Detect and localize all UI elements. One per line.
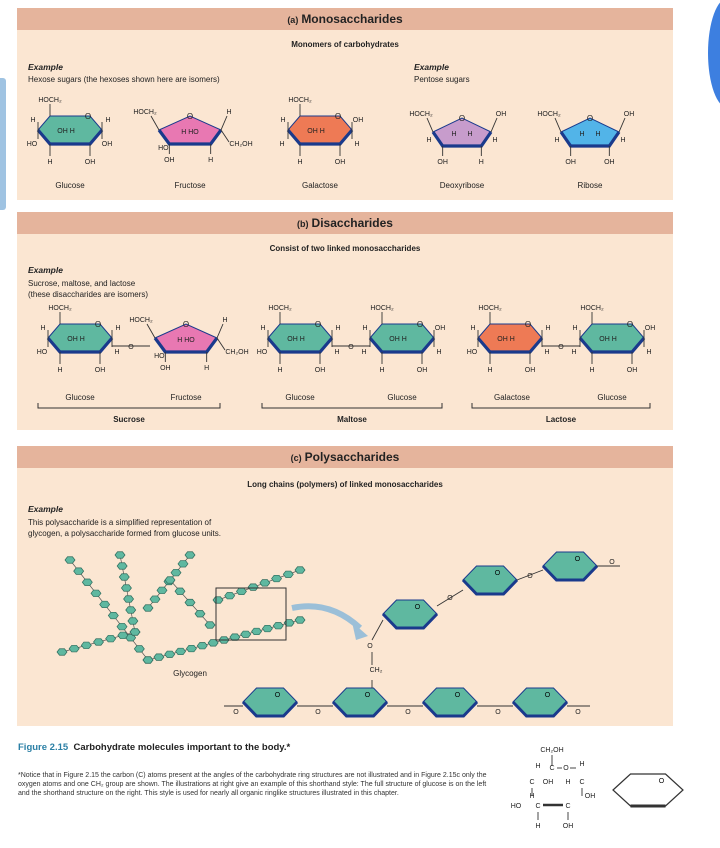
atom-label: H (114, 349, 120, 356)
atom-label: O (405, 709, 411, 716)
atom-label: H (260, 325, 266, 332)
atom-label: HO (256, 349, 268, 356)
sugar-name-glucose: Glucose (55, 181, 85, 190)
hoch2-label: HOCH₂ (38, 97, 62, 104)
section-a-example-right-title: Example (414, 62, 449, 72)
atom-label: O (128, 344, 134, 351)
glycogen-branch-1-unit (65, 557, 75, 563)
lactose-bracket (472, 403, 650, 408)
atom-label: OH (437, 159, 448, 166)
sugar-name-ribose: Ribose (577, 181, 603, 190)
glycogen-branch-2-unit (117, 563, 127, 569)
atom-label: H (426, 137, 432, 144)
glycogen-main-chain-unit (176, 648, 186, 654)
glycogen-branch-2-unit (115, 552, 125, 558)
section-c-title: Polysaccharides (304, 450, 400, 464)
section-c-example-title: Example (28, 504, 63, 514)
glycogen-main-chain-unit (208, 640, 218, 646)
atom-label: OH (524, 367, 536, 374)
glycogen-main-chain-unit (165, 651, 175, 657)
section-c-example-text-2: glycogen, a polysaccharide formed from glucose units. (28, 529, 221, 538)
hoch2-label: HOCH₂ (288, 97, 312, 104)
inner-label: OH H (57, 128, 75, 135)
glycogen-branch-3-unit (185, 552, 195, 558)
glycogen-branch-6-unit (165, 577, 175, 583)
atom-label: H (362, 325, 368, 332)
section-a-example-right-text: Pentose sugars (414, 75, 470, 84)
bond-line (221, 130, 229, 142)
glycogen-branch-1-unit (82, 579, 92, 585)
atom-label: OH (495, 111, 507, 118)
atom-label: HO (158, 145, 169, 152)
bond-line (217, 338, 225, 350)
atom-label: OH (101, 141, 113, 148)
atom-label: OH (334, 159, 346, 166)
atom-label: OH (562, 823, 574, 830)
ring-oxygen-label: O (182, 320, 190, 329)
atom-label: H (451, 131, 457, 138)
atom-label: OH (623, 111, 635, 118)
bond-line (372, 620, 383, 640)
atom-label: H (470, 325, 476, 332)
unit-name: Glucose (387, 393, 417, 402)
glycogen-branch-5-unit (248, 584, 258, 590)
atom-label: H (620, 137, 626, 144)
glycogen-main-chain-unit (252, 628, 262, 634)
atom-label: H (40, 325, 46, 332)
unit-name: Glucose (285, 393, 315, 402)
glycogen-branch-6-unit (175, 588, 185, 594)
ring-oxygen-label: O (94, 320, 102, 329)
ring-oxygen-label: O (494, 570, 501, 577)
section-b-title: Disaccharides (311, 216, 393, 230)
bond-line (427, 118, 433, 132)
inner-label: OH H (287, 336, 305, 343)
inner-label: OH H (389, 336, 407, 343)
atom-label: H (646, 349, 652, 356)
glycogen-branch-5-unit (260, 580, 270, 586)
atom-label: H (280, 117, 286, 124)
figure-caption-text: Carbohydrate molecules important to the body.* (73, 742, 291, 753)
glycogen-branch-5-unit (213, 597, 223, 603)
glycogen-branch-6-unit (195, 611, 205, 617)
ring-oxygen-label: O (524, 320, 532, 329)
glycogen-main-chain-unit (241, 631, 251, 637)
ring-oxygen-label: O (414, 604, 421, 611)
ring-oxygen-label: O (186, 112, 194, 121)
atom-label: H (535, 763, 541, 770)
glycogen-branch-3-unit (150, 596, 160, 602)
atom-label: H (204, 365, 210, 372)
glycogen-branch-2-unit (119, 574, 129, 580)
atom-label: OH (416, 367, 428, 374)
hoch2-label: HOCH₂ (48, 305, 72, 312)
atom-label: H (226, 109, 232, 116)
section-b-example-title: Example (28, 265, 63, 275)
atom-label: OH (314, 367, 326, 374)
disaccharide-name-sucrose: Sucrose (113, 415, 145, 424)
ring-oxygen-label: O (458, 114, 466, 123)
inner-label: OH H (497, 336, 515, 343)
atom-label: O (575, 709, 581, 716)
atom-label: C (529, 779, 535, 786)
inner-label: OH H (307, 128, 325, 135)
glycogen-branch-5-unit (272, 575, 282, 581)
atom-label: H (47, 159, 53, 166)
atom-label: C (549, 765, 555, 772)
atom-label: H (579, 761, 585, 768)
atom-label: OH (352, 117, 364, 124)
atom-label: H (571, 349, 577, 356)
atom-label: OH (84, 159, 96, 166)
ring-oxygen-label: O (334, 112, 342, 121)
atom-label: HO (154, 353, 165, 360)
glycogen-branch-2-unit (126, 607, 136, 613)
ring-oxygen-label: O (416, 320, 424, 329)
atom-label: C (565, 803, 571, 810)
atom-label: H (545, 325, 551, 332)
atom-label: C (535, 803, 541, 810)
atom-label: O (495, 709, 501, 716)
hoch2-label: HOCH₂ (409, 111, 433, 118)
ring-oxygen-label: O (544, 692, 551, 699)
atom-label: O (609, 559, 615, 566)
bond-line (151, 116, 159, 130)
disaccharide-name-lactose: Lactose (545, 415, 577, 424)
glycogen-branch-4-unit (106, 635, 116, 641)
glycogen-branch-3-unit (171, 569, 181, 575)
hoch2-label: HOCH₂ (129, 317, 153, 324)
shorthand-glucose-hexagon (613, 774, 683, 806)
atom-label: OH (164, 157, 175, 164)
atom-label: OH (626, 367, 638, 374)
bond-line (555, 118, 561, 132)
ring-oxygen-label: O (274, 692, 281, 699)
unit-name: Glucose (597, 393, 627, 402)
glycogen-main-chain-unit (273, 622, 283, 628)
atom-label: H (297, 159, 303, 166)
glycogen-main-chain-unit (295, 617, 305, 623)
sucrose-bracket (38, 403, 220, 408)
bond-line (221, 116, 227, 130)
hoch2-label: HOCH₂ (580, 305, 604, 312)
atom-label: H (208, 157, 214, 164)
section-b-example-text-1: Sucrose, maltose, and lactose (28, 279, 136, 288)
atom-label: OH (604, 159, 615, 166)
atom-label: OH (434, 325, 446, 332)
maltose-bracket (262, 403, 442, 408)
glycogen-branch-4-unit (94, 639, 104, 645)
hoch2-label: HOCH₂ (478, 305, 502, 312)
atom-label: OH (94, 367, 106, 374)
glycogen-branch-4-unit (57, 649, 67, 655)
figure-label: Figure 2.15 (18, 742, 69, 753)
atom-label: O (563, 765, 569, 772)
atom-label: H (277, 367, 283, 374)
glycogen-branch-4-unit (81, 642, 91, 648)
ring-oxygen-label: O (586, 114, 594, 123)
atom-label: H (572, 325, 578, 332)
section-b-subtitle: Consist of two linked monosaccharides (269, 244, 421, 253)
section-a-example-left-title: Example (28, 62, 63, 72)
bond-line (491, 118, 497, 132)
atom-label: H (30, 117, 36, 124)
atom-label: O (348, 344, 354, 351)
glycogen-main-chain-unit (186, 645, 196, 651)
glycogen-main-chain-unit (143, 657, 153, 663)
glycogen-branch-1-unit (100, 601, 110, 607)
glycogen-branch-6-unit (205, 622, 215, 628)
shorthand-ch2oh: CH₂OH (540, 747, 564, 754)
glycogen-branch-4-unit (69, 645, 79, 651)
atom-label: OH (542, 779, 554, 786)
atom-label: O (315, 709, 321, 716)
ch2oh-label: CH₂OH (229, 141, 253, 148)
atom-label: O (558, 344, 564, 351)
hoch2-label: HOCH₂ (370, 305, 394, 312)
sugar-name-fructose: Fructose (174, 181, 206, 190)
ring-oxygen-label: O (454, 692, 461, 699)
atom-label: H (279, 141, 285, 148)
atom-label: H (354, 141, 360, 148)
figure-caption (18, 742, 290, 753)
unit-name: Galactose (493, 393, 531, 402)
glycogen-main-chain-unit (197, 642, 207, 648)
atom-label: H (222, 317, 228, 324)
atom-label: H (529, 793, 535, 800)
glycogen-branch-1-unit (74, 568, 84, 574)
atom-label: C (579, 779, 585, 786)
atom-label: H (535, 823, 541, 830)
atom-label: H (595, 131, 601, 138)
glycogen-branch-2-unit (128, 618, 138, 624)
section-a-tag: (a) (287, 15, 299, 25)
ring-oxygen-label: O (626, 320, 634, 329)
ring-oxygen-label: O (364, 692, 371, 699)
atom-label: O (527, 573, 533, 580)
glycogen-branch-5-unit (283, 571, 293, 577)
atom-label: OH (644, 325, 656, 332)
atom-label: HO (26, 141, 38, 148)
hoch2-label: HOCH₂ (133, 109, 157, 116)
atom-label: OH (584, 793, 596, 800)
atom-label: H (467, 131, 473, 138)
glycogen-main-chain-unit (154, 654, 164, 660)
glycogen-main-chain-unit (230, 634, 240, 640)
bond-line (217, 324, 223, 338)
section-c-tag: (c) (290, 453, 302, 463)
atom-label: H (487, 367, 493, 374)
section-c-subtitle: Long chains (polymers) of linked monosaccharides (247, 480, 443, 489)
glycogen-branch-3-unit (157, 587, 167, 593)
atom-label: HO (36, 349, 48, 356)
unit-name: Fructose (170, 393, 202, 402)
atom-label: H (544, 349, 550, 356)
section-a-title: Monosaccharides (301, 12, 403, 26)
atom-label: H (335, 325, 341, 332)
glycogen-branch-1-unit (134, 646, 144, 652)
glycogen-branch-1-unit (117, 623, 127, 629)
glycogen-branch-3-unit (143, 605, 153, 611)
section-b-example-text-2: (these disaccharides are isomers) (28, 290, 149, 299)
atom-label: H (492, 137, 498, 144)
glycogen-branch-3-unit (178, 561, 188, 567)
hoch2-label: HOCH₂ (537, 111, 561, 118)
glycogen-branch-5-unit (225, 592, 235, 598)
atom-label: O (233, 709, 239, 716)
atom-label: H (379, 367, 385, 374)
inner-label: H HO (181, 129, 199, 136)
section-a-example-left-text: Hexose sugars (the hexoses shown here are isomers) (28, 75, 220, 84)
atom-label: HO (510, 803, 522, 810)
atom-label: H (115, 325, 121, 332)
section-b-tag: (b) (297, 219, 309, 229)
glycogen-branch-4-unit (118, 632, 128, 638)
atom-label: H (436, 349, 442, 356)
atom-label: H (57, 367, 63, 374)
section-c-example-text-1: This polysaccharide is a simplified representation of (28, 518, 212, 527)
figure-footnote: *Notice that in Figure 2.15 the carbon (C) atoms present at the angles of the carbohydrate ring structures are not illustrated and in Figure 2.15c only the oxygen atoms and one CH₂ group are shown. The illustrations at right give an example of this shorthand style: The full structure of glucose is on the left and the shorthand structure on the right. This style is used for nearly all organic ringlike structures illustrated in this chapter. (18, 772, 487, 797)
atom-label: H (478, 159, 484, 166)
atom-label: H (554, 137, 560, 144)
atom-label: HO (466, 349, 478, 356)
inner-label: OH H (599, 336, 617, 343)
bond-line (619, 118, 625, 132)
bond-line (147, 324, 155, 338)
glycogen-branch-5-unit (236, 588, 246, 594)
atom-label: O (447, 595, 453, 602)
glycogen-main-chain-unit (262, 625, 272, 631)
atom-label: OH (160, 365, 171, 372)
ring-oxygen-label: O (84, 112, 92, 121)
atom-label: H (579, 131, 585, 138)
atom-label: OH (565, 159, 576, 166)
atom-label: H (334, 349, 340, 356)
ring-oxygen-label: O (314, 320, 322, 329)
atom-label: H (565, 779, 571, 786)
glycogen-branch-1-unit (108, 612, 118, 618)
inner-label: H HO (177, 337, 195, 344)
glycogen-branch-1-unit (91, 590, 101, 596)
atom-label: H (105, 117, 111, 124)
glycogen-label: Glycogen (173, 669, 207, 678)
ch2-label: CH₂ (369, 667, 383, 674)
inner-label: OH H (67, 336, 85, 343)
ring-oxygen-label: O (574, 556, 581, 563)
disaccharide-name-maltose: Maltose (337, 415, 367, 424)
sugar-name-galactose: Galactose (301, 181, 339, 190)
hoch2-label: HOCH₂ (268, 305, 292, 312)
glycogen-branch-6-unit (185, 599, 195, 605)
atom-label: H (361, 349, 367, 356)
section-a-subtitle: Monomers of carbohydrates (291, 40, 399, 49)
atom-label: H (589, 367, 595, 374)
glycogen-branch-2-unit (124, 596, 134, 602)
ch2oh-label: CH₂OH (225, 349, 249, 356)
glycogen-branch-2-unit (121, 585, 131, 591)
atom-label: O (367, 643, 373, 650)
unit-name: Glucose (65, 393, 95, 402)
shorthand-oxygen-label: O (658, 778, 665, 785)
glycogen-branch-4-unit (130, 629, 140, 635)
sugar-name-deoxyribose: Deoxyribose (439, 181, 485, 190)
glycogen-branch-5-unit (295, 567, 305, 573)
